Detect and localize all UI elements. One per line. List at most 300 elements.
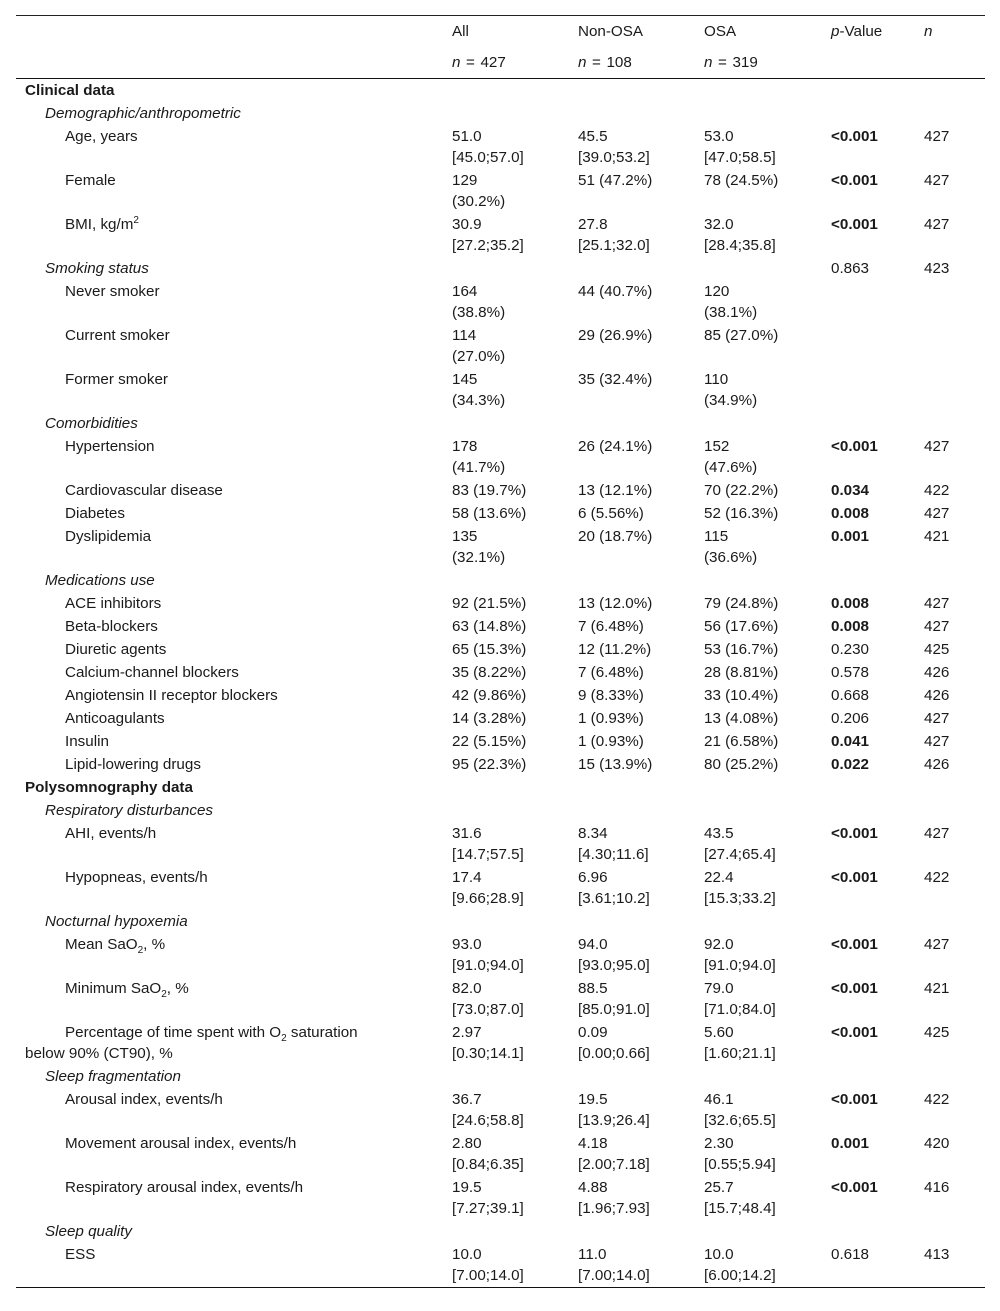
all-cell: 42 (9.86%) [452, 687, 527, 704]
osa-cell-line: [15.3;33.2] [704, 890, 776, 907]
non-osa-cell-line: [2.00;7.18] [578, 1156, 650, 1173]
non-osa-cell: 35 (32.4%) [578, 371, 653, 388]
header-row [16, 16, 985, 47]
table-row-arousal [16, 1088, 985, 1132]
section-clinical-data [16, 79, 985, 102]
p-value-cell: <0.001 [831, 438, 878, 455]
table-row-bmi [16, 213, 985, 257]
p-value-cell: 0.230 [831, 641, 870, 658]
osa-cell-line: 32.0 [704, 216, 734, 233]
all-cell-line: 31.6 [452, 825, 482, 842]
p-value-cell: 0.668 [831, 687, 870, 704]
osa-cell-line: [15.7;48.4] [704, 1200, 776, 1217]
row-label: Beta-blockers [65, 618, 158, 635]
osa-cell-line: 5.60 [704, 1024, 734, 1041]
n-cell: 427 [924, 172, 950, 189]
osa-cell [704, 214, 776, 256]
osa-cell: 80 (25.2%) [704, 756, 779, 773]
row-label [25, 213, 139, 236]
subsection-comorbidities [16, 412, 985, 435]
all-cell-line: 93.0 [452, 936, 482, 953]
all-cell: 58 (13.6%) [452, 505, 527, 522]
n-cell: 416 [924, 1179, 950, 1196]
osa-cell [704, 281, 757, 323]
row-label-part: , % [143, 936, 166, 953]
osa-cell [704, 126, 776, 168]
table-row-age [16, 125, 985, 169]
row-label-line: below 90% (CT90), % [25, 1045, 173, 1062]
all-cell-line: 30.9 [452, 216, 482, 233]
all-cell: 22 (5.15%) [452, 733, 527, 750]
subsection-respiratory [16, 799, 985, 822]
osa-cell-line: [6.00;14.2] [704, 1267, 776, 1284]
osa-cell [704, 823, 776, 865]
p-value-cell: 0.008 [831, 505, 870, 522]
osa-cell: 79 (24.8%) [704, 595, 779, 612]
osa-cell [704, 934, 776, 976]
all-cell-line: [7.00;14.0] [452, 1267, 524, 1284]
non-osa-cell: 12 (11.2%) [578, 641, 652, 658]
all-cell-line: [9.66;28.9] [452, 890, 524, 907]
table-row-ahi [16, 822, 985, 866]
osa-cell-line: [91.0;94.0] [704, 957, 776, 974]
p-value-cell: 0.578 [831, 664, 870, 681]
non-osa-cell: 26 (24.1%) [578, 438, 653, 455]
all-cell-line: 17.4 [452, 869, 482, 886]
osa-cell-line: (47.6%) [704, 459, 758, 476]
non-osa-cell-line: 94.0 [578, 936, 608, 953]
header-all: All [452, 23, 469, 40]
p-value-cell: <0.001 [831, 980, 878, 997]
osa-cell [704, 436, 757, 478]
non-osa-cell-line: [0.00;0.66] [578, 1045, 650, 1062]
osa-cell-line: [47.0;58.5] [704, 149, 776, 166]
subsection-fragmentation-label: Sleep fragmentation [45, 1068, 181, 1085]
non-osa-cell-line: [3.61;10.2] [578, 890, 650, 907]
osa-cell-line: 152 [704, 438, 730, 455]
non-osa-cell: 15 (13.9%) [578, 756, 653, 773]
all-cell-line: [27.2;35.2] [452, 237, 524, 254]
row-label [25, 977, 189, 1000]
n-cell: 422 [924, 482, 950, 499]
row-label-subscript: 2 [281, 1033, 287, 1045]
p-value-cell: 0.618 [831, 1246, 870, 1263]
osa-cell-line: [0.55;5.94] [704, 1156, 776, 1173]
n-cell: 425 [924, 641, 950, 658]
table-row-lipid [16, 753, 985, 776]
non-osa-cell: 13 (12.0%) [578, 595, 653, 612]
all-cell [452, 1244, 524, 1286]
table-row-ace [16, 592, 985, 615]
all-cell [452, 867, 524, 909]
p-value-cell: 0.001 [831, 1135, 870, 1152]
non-osa-cell-line: 8.34 [578, 825, 608, 842]
row-label: Dyslipidemia [65, 528, 152, 545]
subsection-fragmentation [16, 1065, 985, 1088]
non-osa-cell [578, 1177, 650, 1219]
all-cell-line: 178 [452, 438, 478, 455]
header-n-non-osa: n = 108 [578, 54, 632, 71]
row-label-line [25, 1022, 358, 1043]
osa-cell-line: (38.1%) [704, 304, 758, 321]
osa-cell [704, 369, 757, 411]
subsection-smoking-label: Smoking status [45, 260, 149, 277]
subsection-medications-label: Medications use [45, 572, 155, 589]
all-cell: 65 (15.3%) [452, 641, 527, 658]
osa-cell-line: 92.0 [704, 936, 734, 953]
all-cell [452, 170, 505, 212]
row-label: ESS [65, 1246, 96, 1263]
non-osa-cell: 20 (18.7%) [578, 528, 653, 545]
osa-cell: 33 (10.4%) [704, 687, 779, 704]
osa-cell-line: 115 [704, 528, 729, 545]
n-cell: 427 [924, 618, 950, 635]
osa-cell-line: [32.6;65.5] [704, 1112, 776, 1129]
non-osa-cell [578, 1022, 650, 1064]
table-row-ccb [16, 661, 985, 684]
table-row-former [16, 368, 985, 412]
non-osa-cell-line: [13.9;26.4] [578, 1112, 650, 1129]
all-cell-line: 135 [452, 528, 478, 545]
osa-cell: 52 (16.3%) [704, 505, 779, 522]
all-cell [452, 281, 505, 323]
row-label: Hypopneas, events/h [65, 869, 208, 886]
p-value-cell: 0.022 [831, 756, 870, 773]
row-label: Arousal index, events/h [65, 1091, 223, 1108]
all-cell [452, 1089, 524, 1131]
non-osa-cell-line: [4.30;11.6] [578, 846, 649, 863]
all-cell: 83 (19.7%) [452, 482, 527, 499]
section-polysomnography-label: Polysomnography data [25, 779, 193, 796]
row-label: Anticoagulants [65, 710, 165, 727]
row-label: Lipid-lowering drugs [65, 756, 201, 773]
all-cell-line: 164 [452, 283, 478, 300]
header-n-osa: n = 319 [704, 54, 758, 71]
all-cell [452, 823, 524, 865]
non-osa-cell-line: [7.00;14.0] [578, 1267, 650, 1284]
table-row-arb [16, 684, 985, 707]
n-cell: 427 [924, 710, 950, 727]
all-cell: 95 (22.3%) [452, 756, 527, 773]
osa-cell-line: 22.4 [704, 869, 734, 886]
non-osa-cell: 7 (6.48%) [578, 618, 644, 635]
row-label [25, 1022, 358, 1064]
subsection-demographic-label: Demographic/anthropometric [45, 105, 241, 122]
table-row-meansao2 [16, 933, 985, 977]
p-value-cell: <0.001 [831, 825, 878, 842]
osa-cell-line: (34.9%) [704, 392, 758, 409]
osa-cell: 78 (24.5%) [704, 172, 779, 189]
all-cell [452, 1133, 524, 1175]
n-cell: 422 [924, 869, 950, 886]
table-row-current [16, 324, 985, 368]
non-osa-cell-line: 27.8 [578, 216, 608, 233]
table-row-ess [16, 1243, 985, 1287]
n-cell: 422 [924, 1091, 950, 1108]
n-cell: 423 [924, 260, 950, 277]
osa-cell: 28 (8.81%) [704, 664, 779, 681]
section-polysomnography [16, 776, 985, 799]
row-label: Calcium-channel blockers [65, 664, 239, 681]
non-osa-cell [578, 1244, 650, 1286]
all-cell: 92 (21.5%) [452, 595, 527, 612]
all-cell: 63 (14.8%) [452, 618, 527, 635]
non-osa-cell: 44 (40.7%) [578, 283, 653, 300]
non-osa-cell: 1 (0.93%) [578, 710, 644, 727]
header-non-osa: Non-OSA [578, 23, 643, 40]
non-osa-cell [578, 978, 650, 1020]
row-label [25, 933, 165, 956]
all-cell-line: (27.0%) [452, 348, 506, 365]
row-label: Insulin [65, 733, 109, 750]
header-n-row [16, 47, 985, 78]
all-cell-line: [7.27;39.1] [452, 1200, 524, 1217]
row-label: Age, years [65, 128, 138, 145]
osa-cell-line: 43.5 [704, 825, 734, 842]
all-cell-line: (34.3%) [452, 392, 506, 409]
non-osa-cell-line: [93.0;95.0] [578, 957, 650, 974]
osa-cell-line: [1.60;21.1] [704, 1045, 776, 1062]
n-cell: 426 [924, 687, 950, 704]
osa-cell: 21 (6.58%) [704, 733, 779, 750]
table-row-ct90 [16, 1021, 985, 1065]
non-osa-cell-line: [1.96;7.93] [578, 1200, 650, 1217]
non-osa-cell-line: 0.09 [578, 1024, 608, 1041]
data-table [16, 15, 985, 1288]
all-cell-line: (41.7%) [452, 459, 506, 476]
non-osa-cell-line: 6.96 [578, 869, 608, 886]
table-row-cvd [16, 479, 985, 502]
all-cell [452, 126, 524, 168]
non-osa-cell [578, 867, 650, 909]
p-value-cell: 0.001 [831, 528, 870, 545]
all-cell [452, 526, 505, 568]
table-row-dm [16, 502, 985, 525]
non-osa-cell-line: [25.1;32.0] [578, 237, 650, 254]
all-cell-line: [45.0;57.0] [452, 149, 524, 166]
table-row-minsao2 [16, 977, 985, 1021]
subsection-smoking [16, 257, 985, 280]
all-cell-line: [0.84;6.35] [452, 1156, 524, 1173]
osa-cell-line: 25.7 [704, 1179, 734, 1196]
bottom-rule [16, 1287, 985, 1288]
non-osa-cell: 13 (12.1%) [578, 482, 653, 499]
n-cell: 425 [924, 1024, 950, 1041]
non-osa-cell [578, 934, 650, 976]
osa-cell [704, 1244, 776, 1286]
osa-cell-line: [27.4;65.4] [704, 846, 776, 863]
all-cell-line: 82.0 [452, 980, 482, 997]
n-cell: 427 [924, 128, 950, 145]
subsection-comorbidities-label: Comorbidities [45, 415, 138, 432]
osa-cell: 70 (22.2%) [704, 482, 779, 499]
p-value-cell: 0.863 [831, 260, 870, 277]
row-label-subscript: 2 [161, 989, 167, 1001]
non-osa-cell-line: 45.5 [578, 128, 608, 145]
all-cell [452, 214, 524, 256]
non-osa-cell: 1 (0.93%) [578, 733, 644, 750]
table-body [16, 79, 985, 1287]
n-cell: 413 [924, 1246, 950, 1263]
p-value-cell: <0.001 [831, 1179, 878, 1196]
non-osa-cell [578, 214, 650, 256]
non-osa-cell: 6 (5.56%) [578, 505, 644, 522]
osa-cell [704, 1177, 776, 1219]
n-cell: 427 [924, 733, 950, 750]
non-osa-cell [578, 1089, 650, 1131]
all-cell: 35 (8.22%) [452, 664, 527, 681]
all-cell-line: 2.97 [452, 1024, 482, 1041]
osa-cell: 13 (4.08%) [704, 710, 779, 727]
non-osa-cell-line: [85.0;91.0] [578, 1001, 650, 1018]
osa-cell: 53 (16.7%) [704, 641, 779, 658]
n-cell: 427 [924, 505, 950, 522]
header-osa: OSA [704, 23, 737, 40]
table-row-movement [16, 1132, 985, 1176]
section-clinical-data-label: Clinical data [25, 82, 115, 99]
row-label: Former smoker [65, 371, 168, 388]
p-value-cell: <0.001 [831, 128, 878, 145]
row-label: Diuretic agents [65, 641, 167, 658]
osa-cell-line: 110 [704, 371, 729, 388]
n-cell: 427 [924, 216, 950, 233]
table-row-htn [16, 435, 985, 479]
osa-cell: 85 (27.0%) [704, 327, 779, 344]
osa-cell-line: 120 [704, 283, 730, 300]
row-label: Cardiovascular disease [65, 482, 223, 499]
n-cell: 421 [924, 980, 950, 997]
non-osa-cell-line: 4.88 [578, 1179, 608, 1196]
subsection-quality [16, 1220, 985, 1243]
n-cell: 427 [924, 825, 950, 842]
all-cell: 14 (3.28%) [452, 710, 527, 727]
table-row-antico [16, 707, 985, 730]
subsection-medications [16, 569, 985, 592]
osa-cell-line: 79.0 [704, 980, 734, 997]
non-osa-cell-line: 11.0 [578, 1246, 607, 1263]
all-cell [452, 1177, 524, 1219]
all-cell [452, 436, 505, 478]
p-value-cell: <0.001 [831, 936, 878, 953]
row-label-part: Mean SaO [65, 936, 138, 953]
osa-cell-line: 53.0 [704, 128, 734, 145]
n-cell: 421 [924, 528, 950, 545]
non-osa-cell-line: 4.18 [578, 1135, 608, 1152]
p-value-cell: <0.001 [831, 216, 878, 233]
non-osa-cell [578, 823, 649, 865]
all-cell-line: 19.5 [452, 1179, 482, 1196]
n-cell: 420 [924, 1135, 950, 1152]
all-cell-line: 114 [452, 327, 477, 344]
table-row-female [16, 169, 985, 213]
row-label: AHI, events/h [65, 825, 157, 842]
p-value-cell: 0.008 [831, 618, 870, 635]
table-row-beta [16, 615, 985, 638]
osa-cell [704, 867, 776, 909]
osa-cell [704, 526, 757, 568]
all-cell-line: [14.7;57.5] [452, 846, 524, 863]
row-label-part: Percentage of time spent with O [65, 1024, 282, 1041]
n-cell: 427 [924, 438, 950, 455]
p-value-cell: 0.034 [831, 482, 870, 499]
all-cell-line: 2.80 [452, 1135, 482, 1152]
n-cell: 427 [924, 595, 950, 612]
header-n: n [924, 23, 933, 40]
all-cell-line: 51.0 [452, 128, 482, 145]
subsection-hypoxemia-label: Nocturnal hypoxemia [45, 913, 188, 930]
osa-cell-line: [71.0;84.0] [704, 1001, 776, 1018]
row-label-subscript: 2 [137, 945, 144, 957]
row-label: Movement arousal index, events/h [65, 1135, 297, 1152]
all-cell-line: [91.0;94.0] [452, 957, 524, 974]
table-row-hypop [16, 866, 985, 910]
all-cell-line: [24.6;58.8] [452, 1112, 524, 1129]
table-row-diur [16, 638, 985, 661]
row-label: Hypertension [65, 438, 155, 455]
all-cell-line: [0.30;14.1] [452, 1045, 524, 1062]
subsection-quality-label: Sleep quality [45, 1223, 132, 1240]
osa-cell-line: 10.0 [704, 1246, 734, 1263]
all-cell-line: [73.0;87.0] [452, 1001, 524, 1018]
row-label: Angiotensin II receptor blockers [65, 687, 278, 704]
osa-cell-line: [28.4;35.8] [704, 237, 776, 254]
row-label: ACE inhibitors [65, 595, 162, 612]
osa-cell [704, 1089, 776, 1131]
all-cell-line: (38.8%) [452, 304, 506, 321]
osa-cell: 56 (17.6%) [704, 618, 779, 635]
table-row-insulin [16, 730, 985, 753]
p-value-cell: 0.041 [831, 733, 870, 750]
row-label-part: , % [166, 980, 189, 997]
non-osa-cell: 51 (47.2%) [578, 172, 653, 189]
osa-cell-line: (36.6%) [704, 549, 758, 566]
subsection-respiratory-label: Respiratory disturbances [45, 802, 213, 819]
all-cell [452, 369, 505, 411]
p-value-cell: 0.008 [831, 595, 870, 612]
non-osa-cell: 29 (26.9%) [578, 327, 653, 344]
all-cell-line: 36.7 [452, 1091, 482, 1108]
header-n-all: n = 427 [452, 54, 506, 71]
osa-cell [704, 978, 776, 1020]
p-value-cell: <0.001 [831, 869, 878, 886]
row-label: Diabetes [65, 505, 125, 522]
non-osa-cell [578, 126, 650, 168]
all-cell [452, 934, 524, 976]
all-cell-line: (30.2%) [452, 193, 506, 210]
p-value-cell: 0.206 [831, 710, 870, 727]
all-cell-line: 145 [452, 371, 478, 388]
non-osa-cell-line: 19.5 [578, 1091, 608, 1108]
table-row-dyslip [16, 525, 985, 569]
header-p-value: p-Value [831, 23, 883, 40]
all-cell [452, 1022, 524, 1064]
non-osa-cell [578, 1133, 650, 1175]
table-row-never [16, 280, 985, 324]
n-cell: 426 [924, 664, 950, 681]
osa-cell-line: 46.1 [704, 1091, 734, 1108]
osa-cell-line: 2.30 [704, 1135, 734, 1152]
subsection-hypoxemia [16, 910, 985, 933]
row-label-part: Minimum SaO [65, 980, 162, 997]
all-cell-line: (32.1%) [452, 549, 506, 566]
row-label: Current smoker [65, 327, 170, 344]
row-label-part: saturation [286, 1024, 358, 1041]
osa-cell [704, 1022, 776, 1064]
row-label: Female [65, 172, 116, 189]
non-osa-cell: 9 (8.33%) [578, 687, 644, 704]
all-cell-line: 10.0 [452, 1246, 482, 1263]
row-label-superscript: 2 [133, 214, 139, 226]
